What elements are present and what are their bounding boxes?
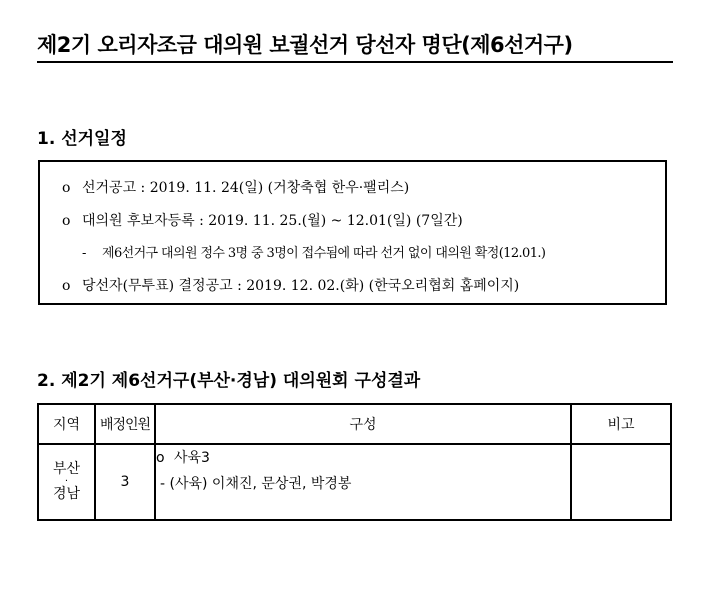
region-line-1: 부산	[52, 461, 81, 477]
seats-cell: 3	[95, 444, 155, 520]
region-line-2: 경남	[52, 486, 81, 502]
member-list: - (사육) 이채진, 문상권, 박경봉	[160, 476, 352, 492]
page-title: 제2기 오리자조금 대의원 보궐선거 당선자 명단(제6선거구)	[37, 33, 573, 57]
bullet-circle-icon: o	[62, 213, 71, 229]
schedule-item-text: 당선자(무투표) 결정공고 : 2019. 12. 02.(화) (한국오리협회 홈페이지)	[82, 278, 520, 294]
section-heading-schedule: 1. 선거일정	[37, 129, 127, 149]
column-header-composition: 구성	[155, 404, 571, 444]
title-underline	[37, 61, 673, 63]
schedule-item-registration	[62, 211, 463, 231]
column-header-note: 비고	[571, 404, 671, 444]
column-header-seats: 배정인원	[95, 404, 155, 444]
bullet-circle-icon: o	[156, 450, 165, 466]
schedule-item-result	[62, 276, 519, 296]
bullet-dash-icon: -	[82, 246, 86, 261]
table-row	[38, 444, 671, 520]
section-heading-composition: 2. 제2기 제6선거구(부산·경남) 대의원회 구성결과	[37, 371, 421, 391]
region-cell	[38, 444, 95, 520]
schedule-item-text: 제6선거구 대의원 정수 3명 중 3명이 접수됨에 따라 선거 없이 대의원 확정(12.01.)	[102, 246, 546, 261]
schedule-item-announcement	[62, 178, 409, 198]
note-cell	[571, 444, 671, 520]
composition-cell	[155, 444, 571, 520]
bullet-circle-icon: o	[62, 180, 71, 196]
schedule-box	[38, 160, 667, 305]
column-header-region: 지역	[38, 404, 95, 444]
group-label: 사육3	[174, 450, 210, 466]
schedule-item-text: 대의원 후보자등록 : 2019. 11. 25.(월) ~ 12.01(일) (7일간)	[82, 213, 463, 229]
bullet-circle-icon: o	[62, 278, 71, 294]
region-separator: ·	[64, 476, 69, 487]
group-line	[156, 445, 570, 471]
schedule-item-text: 선거공고 : 2019. 11. 24(일) (거창축협 한우·팰리스)	[82, 180, 410, 196]
schedule-item-note	[82, 244, 545, 264]
composition-table	[37, 403, 672, 521]
table-header-row	[38, 404, 671, 444]
